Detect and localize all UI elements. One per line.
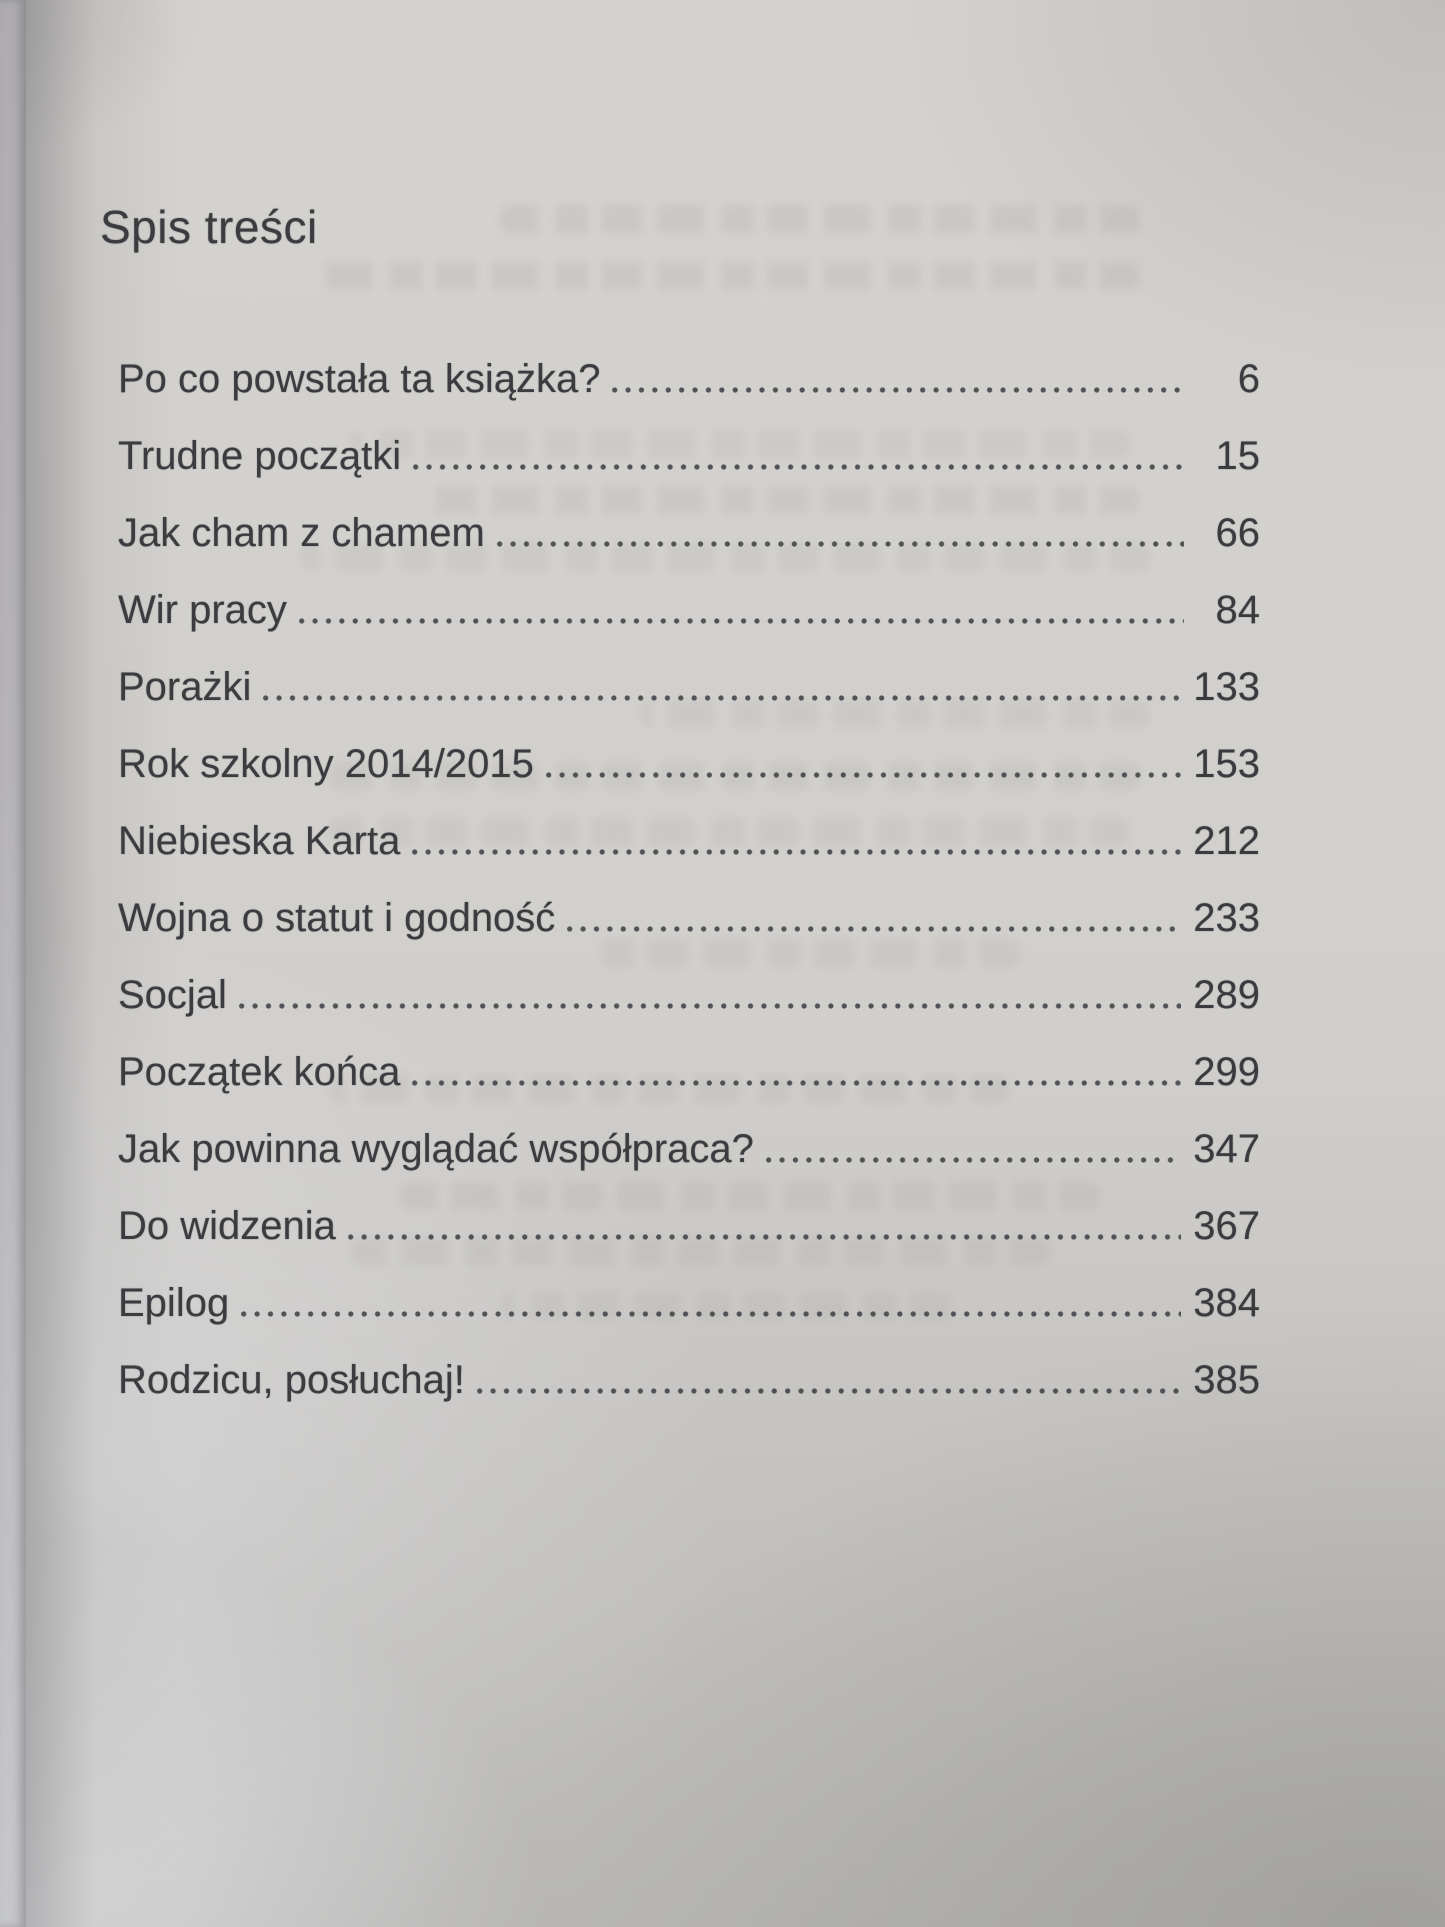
dot-leader bbox=[762, 1111, 1181, 1188]
toc-entry-label: Rok szkolny 2014/2015 bbox=[118, 742, 534, 786]
toc-entry-label: Epilog bbox=[118, 1281, 230, 1325]
dot-leader bbox=[408, 803, 1181, 880]
toc-entry-label: Wir pracy bbox=[118, 588, 287, 632]
toc-entry-label: Trudne początki bbox=[118, 434, 402, 478]
dot-leader bbox=[259, 649, 1181, 726]
toc-entry bbox=[118, 803, 1260, 880]
toc-entry bbox=[118, 1034, 1260, 1111]
toc-entry-label: Niebieska Karta bbox=[118, 819, 401, 863]
page-title: Spis treści bbox=[100, 201, 318, 253]
toc-entry bbox=[118, 957, 1260, 1034]
table-of-contents bbox=[118, 341, 1260, 1419]
toc-entry-page-number: 133 bbox=[1193, 665, 1260, 709]
toc-entry bbox=[118, 726, 1260, 803]
page-left-edge bbox=[0, 0, 26, 1927]
toc-entry-label: Po co powstała ta książka? bbox=[118, 357, 601, 401]
toc-entry bbox=[118, 1342, 1260, 1419]
page-edge-shadow bbox=[26, 0, 96, 1927]
toc-entry bbox=[118, 341, 1260, 418]
toc-entry-page-number: 153 bbox=[1193, 742, 1260, 786]
toc-entry-page-number: 347 bbox=[1193, 1127, 1260, 1171]
dot-leader bbox=[235, 957, 1181, 1034]
toc-entry-label: Wojna o statut i godność bbox=[118, 896, 556, 940]
toc-entry-label: Do widzenia bbox=[118, 1204, 336, 1248]
bleedthrough-text bbox=[500, 205, 1140, 233]
dot-leader bbox=[295, 572, 1184, 649]
dot-leader bbox=[409, 418, 1184, 495]
toc-entry bbox=[118, 649, 1260, 726]
toc-entry-label: Porażki bbox=[118, 665, 252, 709]
toc-entry-page-number: 289 bbox=[1193, 973, 1260, 1017]
toc-entry bbox=[118, 572, 1260, 649]
toc-entry-label: Jak cham z chamem bbox=[118, 511, 485, 555]
toc-entry bbox=[118, 880, 1260, 957]
toc-entry bbox=[118, 495, 1260, 572]
toc-entry-page-number: 84 bbox=[1215, 588, 1260, 632]
bleedthrough-text bbox=[320, 262, 1140, 290]
dot-leader bbox=[608, 341, 1184, 418]
toc-entry-label: Socjal bbox=[118, 973, 227, 1017]
dot-leader bbox=[493, 495, 1184, 572]
dot-leader bbox=[542, 726, 1181, 803]
toc-entry-page-number: 15 bbox=[1215, 434, 1260, 478]
toc-entry-page-number: 385 bbox=[1193, 1358, 1260, 1402]
toc-entry-page-number: 367 bbox=[1193, 1204, 1260, 1248]
toc-entry-page-number: 66 bbox=[1215, 511, 1260, 555]
toc-entry-label: Jak powinna wyglądać współpraca? bbox=[118, 1127, 754, 1171]
toc-entry-page-number: 233 bbox=[1193, 896, 1260, 940]
dot-leader bbox=[408, 1034, 1181, 1111]
toc-entry-page-number: 299 bbox=[1193, 1050, 1260, 1094]
dot-leader bbox=[344, 1188, 1181, 1265]
toc-entry bbox=[118, 418, 1260, 495]
toc-entry-label: Rodzicu, posłuchaj! bbox=[118, 1358, 465, 1402]
toc-entry bbox=[118, 1188, 1260, 1265]
toc-entry-label: Początek końca bbox=[118, 1050, 401, 1094]
dot-leader bbox=[237, 1265, 1181, 1342]
toc-entry bbox=[118, 1265, 1260, 1342]
dot-leader bbox=[473, 1342, 1181, 1419]
toc-entry bbox=[118, 1111, 1260, 1188]
toc-entry-page-number: 212 bbox=[1193, 819, 1260, 863]
dot-leader bbox=[563, 880, 1181, 957]
toc-entry-page-number: 384 bbox=[1193, 1281, 1260, 1325]
toc-entry-page-number: 6 bbox=[1237, 357, 1260, 401]
